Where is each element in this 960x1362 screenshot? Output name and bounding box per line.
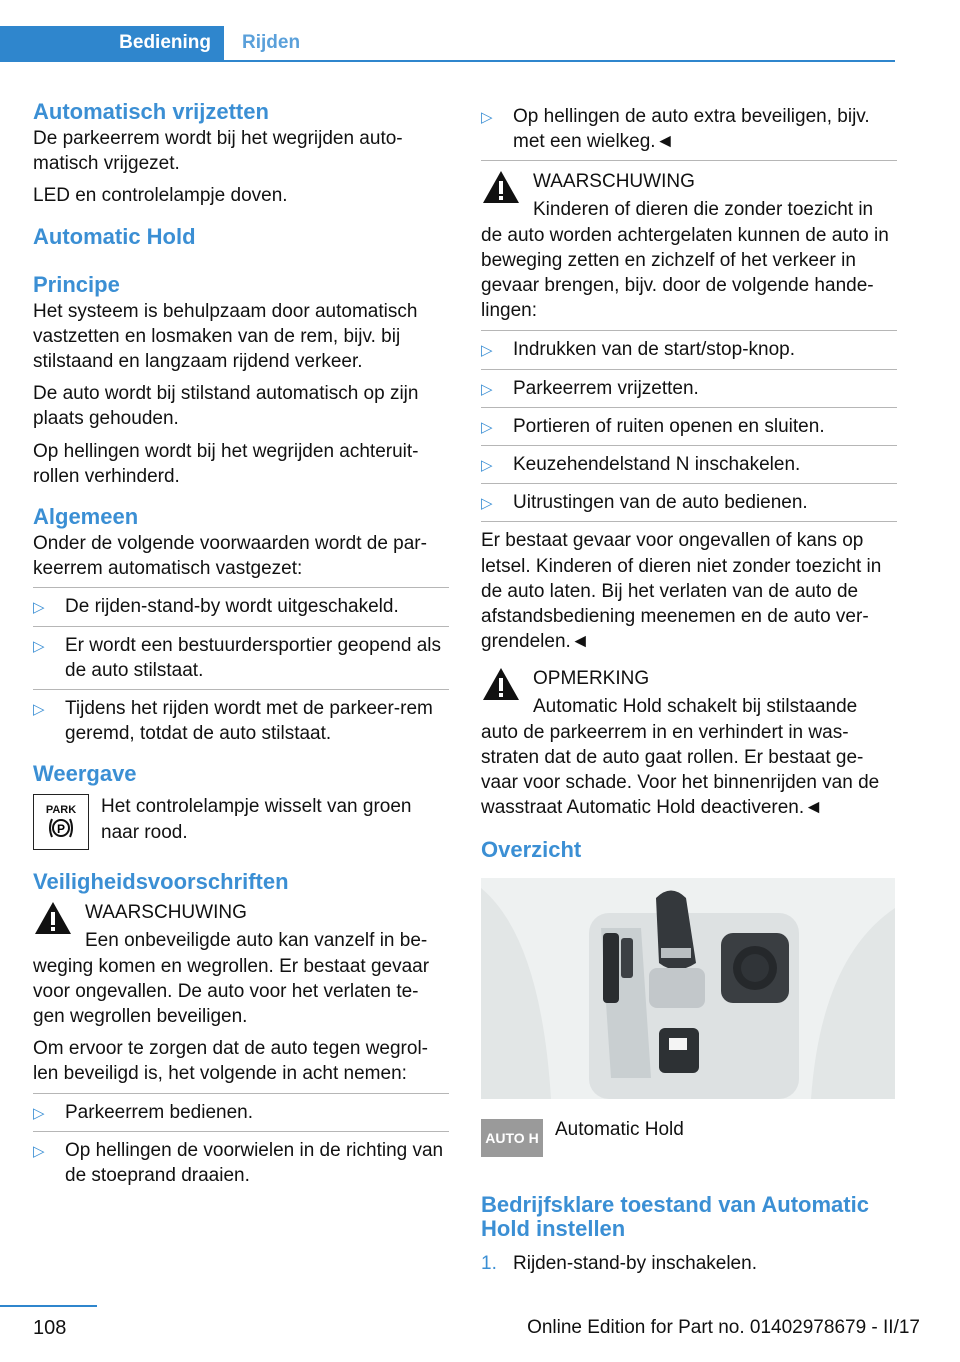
heading-veiligheidsvoorschriften: Veiligheidsvoorschriften (33, 869, 289, 895)
page-number: 108 (33, 1317, 67, 1339)
list-item: ▷ Op hellingen de voorwielen in de richting van de stoeprand draaien. (33, 1139, 444, 1187)
divider (481, 483, 897, 484)
header-rule (0, 60, 895, 62)
paragraph: Er bestaat gevaar voor ongevallen of kans op letsel. Kinderen of dieren niet zonder toezicht in de auto laten. Bij het verlaten van de auto de afstandsbediening meenemen en de auto ver-grendelen.◄ (481, 530, 882, 653)
divider (481, 407, 897, 408)
list-item: ▷ Op hellingen de auto extra beveiligen, bijv. met een wielkeg.◄ (481, 106, 870, 153)
weergave-text: Het controlelampje wisselt van groen naar rood. (101, 796, 412, 843)
divider (481, 369, 897, 370)
warning-title: WAARSCHUWING (85, 902, 247, 924)
warning-text: Een onbeveiligde auto kan vanzelf in be-weging komen en wegrollen. Er bestaat gevaar voor ongevallen. De auto voor het verlaten te-gen wegrollen beveiligen. (33, 930, 430, 1028)
divider (33, 1093, 449, 1094)
tab-bediening[interactable]: Bediening (0, 26, 224, 60)
divider (33, 1131, 449, 1132)
paragraph: Om ervoor te zorgen dat de auto tegen wegrol-len beveiligd is, het volgende in acht nemen: (33, 1038, 429, 1085)
paragraph: Op hellingen wordt bij het wegrijden achteruit-rollen verhinderd. (33, 440, 419, 487)
center-console-photo (481, 878, 895, 1099)
paragraph: LED en controlelampje doven. (33, 185, 288, 207)
note-triangle-icon (481, 666, 521, 702)
list-item: ▷ Uitrustingen van de auto bedienen. (481, 490, 897, 515)
list-item: ▷ De rijden-stand-by wordt uitgeschakeld. (33, 594, 449, 619)
autoh-row (481, 1119, 897, 1157)
auto-hold-icon: AUTO H (481, 1119, 543, 1157)
heading-principe: Principe (33, 271, 120, 297)
numbered-step (481, 1251, 897, 1276)
triangle-bullet-icon: ▷ (33, 701, 45, 719)
list-item: ▷ Keuzehendelstand N inschakelen. (481, 452, 897, 477)
warning-block (481, 169, 897, 323)
divider (33, 587, 449, 588)
triangle-bullet-icon: ▷ (481, 418, 493, 436)
warning-title: WAARSCHUWING (533, 171, 695, 193)
heading-automatic-hold: Automatic Hold (33, 223, 196, 249)
list-item: ▷ Er wordt een bestuurdersportier geopend als de auto stilstaat. (33, 634, 442, 681)
triangle-bullet-icon: ▷ (481, 342, 493, 360)
heading-algemeen: Algemeen (33, 504, 139, 530)
triangle-bullet-icon: ▷ (481, 457, 493, 475)
list-item: ▷ Parkeerrem vrijzetten. (481, 376, 897, 401)
divider (481, 521, 897, 522)
triangle-bullet-icon: ▷ (481, 109, 493, 126)
heading-bedrijfsklare-toestand: Bedrijfsklare toestand van Automatic Hold instellen (481, 1192, 869, 1242)
warning-text: Kinderen of dieren die zonder toezicht in de auto worden achtergelaten kunnen de auto in beweging zetten en zichzelf of het verkeer in gevaar brengen, bijv. door de volgende hande-lingen: (481, 199, 889, 322)
triangle-bullet-icon: ▷ (33, 599, 45, 617)
note-text: Automatic Hold schakelt bij stilstaande auto de parkeerrem in en verhindert in was-straten dat de auto gaat rollen. Er bestaat ge-vaar voor schade. Voor het binnenrijden van de wasstraat Automatic Hold deactiveren.◄ (481, 696, 880, 819)
triangle-bullet-icon: ▷ (33, 637, 45, 655)
divider (481, 445, 897, 446)
tab-rijden[interactable]: Rijden (242, 32, 301, 53)
list-item: ▷ Indrukken van de start/stop-knop. (481, 337, 897, 362)
paragraph: Het systeem is behulpzaam door automatisch vastzetten en losmaken van de rem, bijv. bij stilstaand en langzaam rijdend verkeer. (33, 300, 418, 373)
divider (481, 330, 897, 331)
paragraph: Onder de volgende voorwaarden wordt de par-keerrem automatisch vastgezet: (33, 533, 427, 580)
note-block (481, 666, 897, 820)
footer-rule (0, 1305, 97, 1307)
edition-note: Online Edition for Part no. 01402978679 - II/17 (527, 1317, 920, 1338)
heading-overzicht: Overzicht (481, 837, 582, 863)
warning-triangle-icon (33, 900, 73, 936)
list-item: ▷ Portieren of ruiten openen en sluiten. (481, 414, 897, 439)
right-column (481, 104, 897, 1277)
list-item: ▷ Parkeerrem bedienen. (33, 1100, 449, 1125)
step-number: 1. (481, 1253, 497, 1275)
heading-weergave: Weergave (33, 761, 137, 787)
list-item: ▷ Tijdens het rijden wordt met de parkeer-rem geremd, totdat de auto stilstaat. (33, 698, 433, 745)
svg-text:P: P (56, 822, 66, 837)
heading-automatisch-vrijzetten: Automatisch vrijzetten (33, 99, 269, 124)
triangle-bullet-icon: ▷ (33, 1142, 45, 1160)
step-text: Rijden-stand-by inschakelen. (513, 1253, 757, 1275)
divider (481, 160, 897, 161)
weergave-row (33, 794, 449, 850)
paragraph: De parkeerrem wordt bij het wegrijden auto-matisch vrijgezet. (33, 128, 403, 175)
divider (33, 626, 449, 627)
paragraph: De auto wordt bij stilstand automatisch op zijn plaats gehouden. (33, 383, 419, 430)
triangle-bullet-icon: ▷ (33, 1104, 45, 1122)
warning-block (33, 900, 449, 1029)
chapter-tabs (0, 0, 895, 62)
note-title: OPMERKING (533, 668, 650, 690)
left-column (33, 98, 449, 1188)
warning-triangle-icon (481, 169, 521, 205)
autoh-label: Automatic Hold (555, 1119, 684, 1141)
divider (33, 689, 449, 690)
triangle-bullet-icon: ▷ (481, 380, 493, 398)
park-brake-icon: PARK P (33, 794, 89, 850)
triangle-bullet-icon: ▷ (481, 495, 493, 513)
